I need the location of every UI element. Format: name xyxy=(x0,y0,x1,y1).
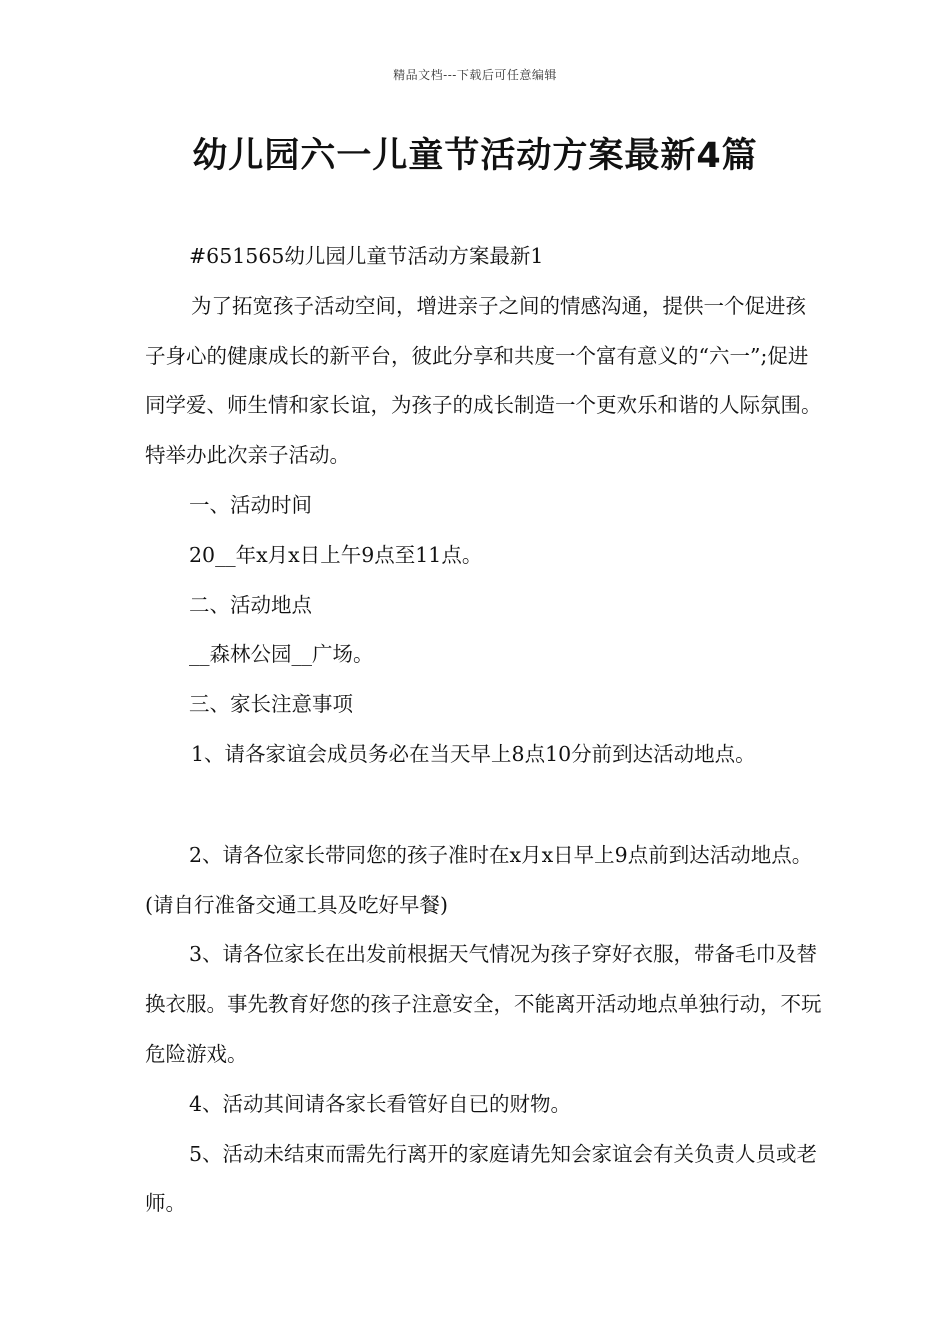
heading-activity-location: 二、活动地点 xyxy=(189,592,312,617)
header-note: 精品文档---下载后可任意编辑 xyxy=(393,68,557,82)
heading-activity-time: 一、活动时间 xyxy=(189,492,312,517)
notice-item-1: 1、请各家谊会成员务必在当天早上8点10分前到达活动地点。 xyxy=(191,741,756,766)
notice-item-2: 2、请各位家长带同您的孩子准时在x月x日早上9点前到达活动地点。(请自行准备交通工具及吃好早餐) xyxy=(145,842,813,917)
notice-item-5: 5、活动未结束而需先行离开的家庭请先知会家谊会有关负责人员或老师。 xyxy=(145,1141,818,1216)
activity-location-text: __森林公园__广场。 xyxy=(189,642,374,667)
notice-item-4: 4、活动其间请各家长看管好自已的财物。 xyxy=(189,1091,572,1116)
intro-paragraph: 为了拓宽孩子活动空间，增进亲子之间的情感沟通，提供一个促进孩子身心的健康成长的新平台，彼此分享和共度一个富有意义的“六一”;促进同学爱、师生情和家长谊，为孩子的成长制造一个更欢乐和谐的人际氛围。特举办此次亲子活动。 xyxy=(145,293,822,468)
section-heading: #651565幼儿园儿童节活动方案最新1 xyxy=(189,244,544,268)
document-body xyxy=(145,232,825,1229)
document-title: 幼儿园六一儿童节活动方案最新4篇 xyxy=(192,136,758,176)
heading-parent-notes: 三、家长注意事项 xyxy=(189,692,353,717)
activity-time-text: 20__年x月x日上午9点至11点。 xyxy=(189,542,483,567)
notice-item-3: 3、请各位家长在出发前根据天气情况为孩子穿好衣服，带备毛巾及替换衣服。事先教育好您的孩子注意安全，不能离开活动地点单独行动，不玩危险游戏。 xyxy=(145,942,822,1066)
